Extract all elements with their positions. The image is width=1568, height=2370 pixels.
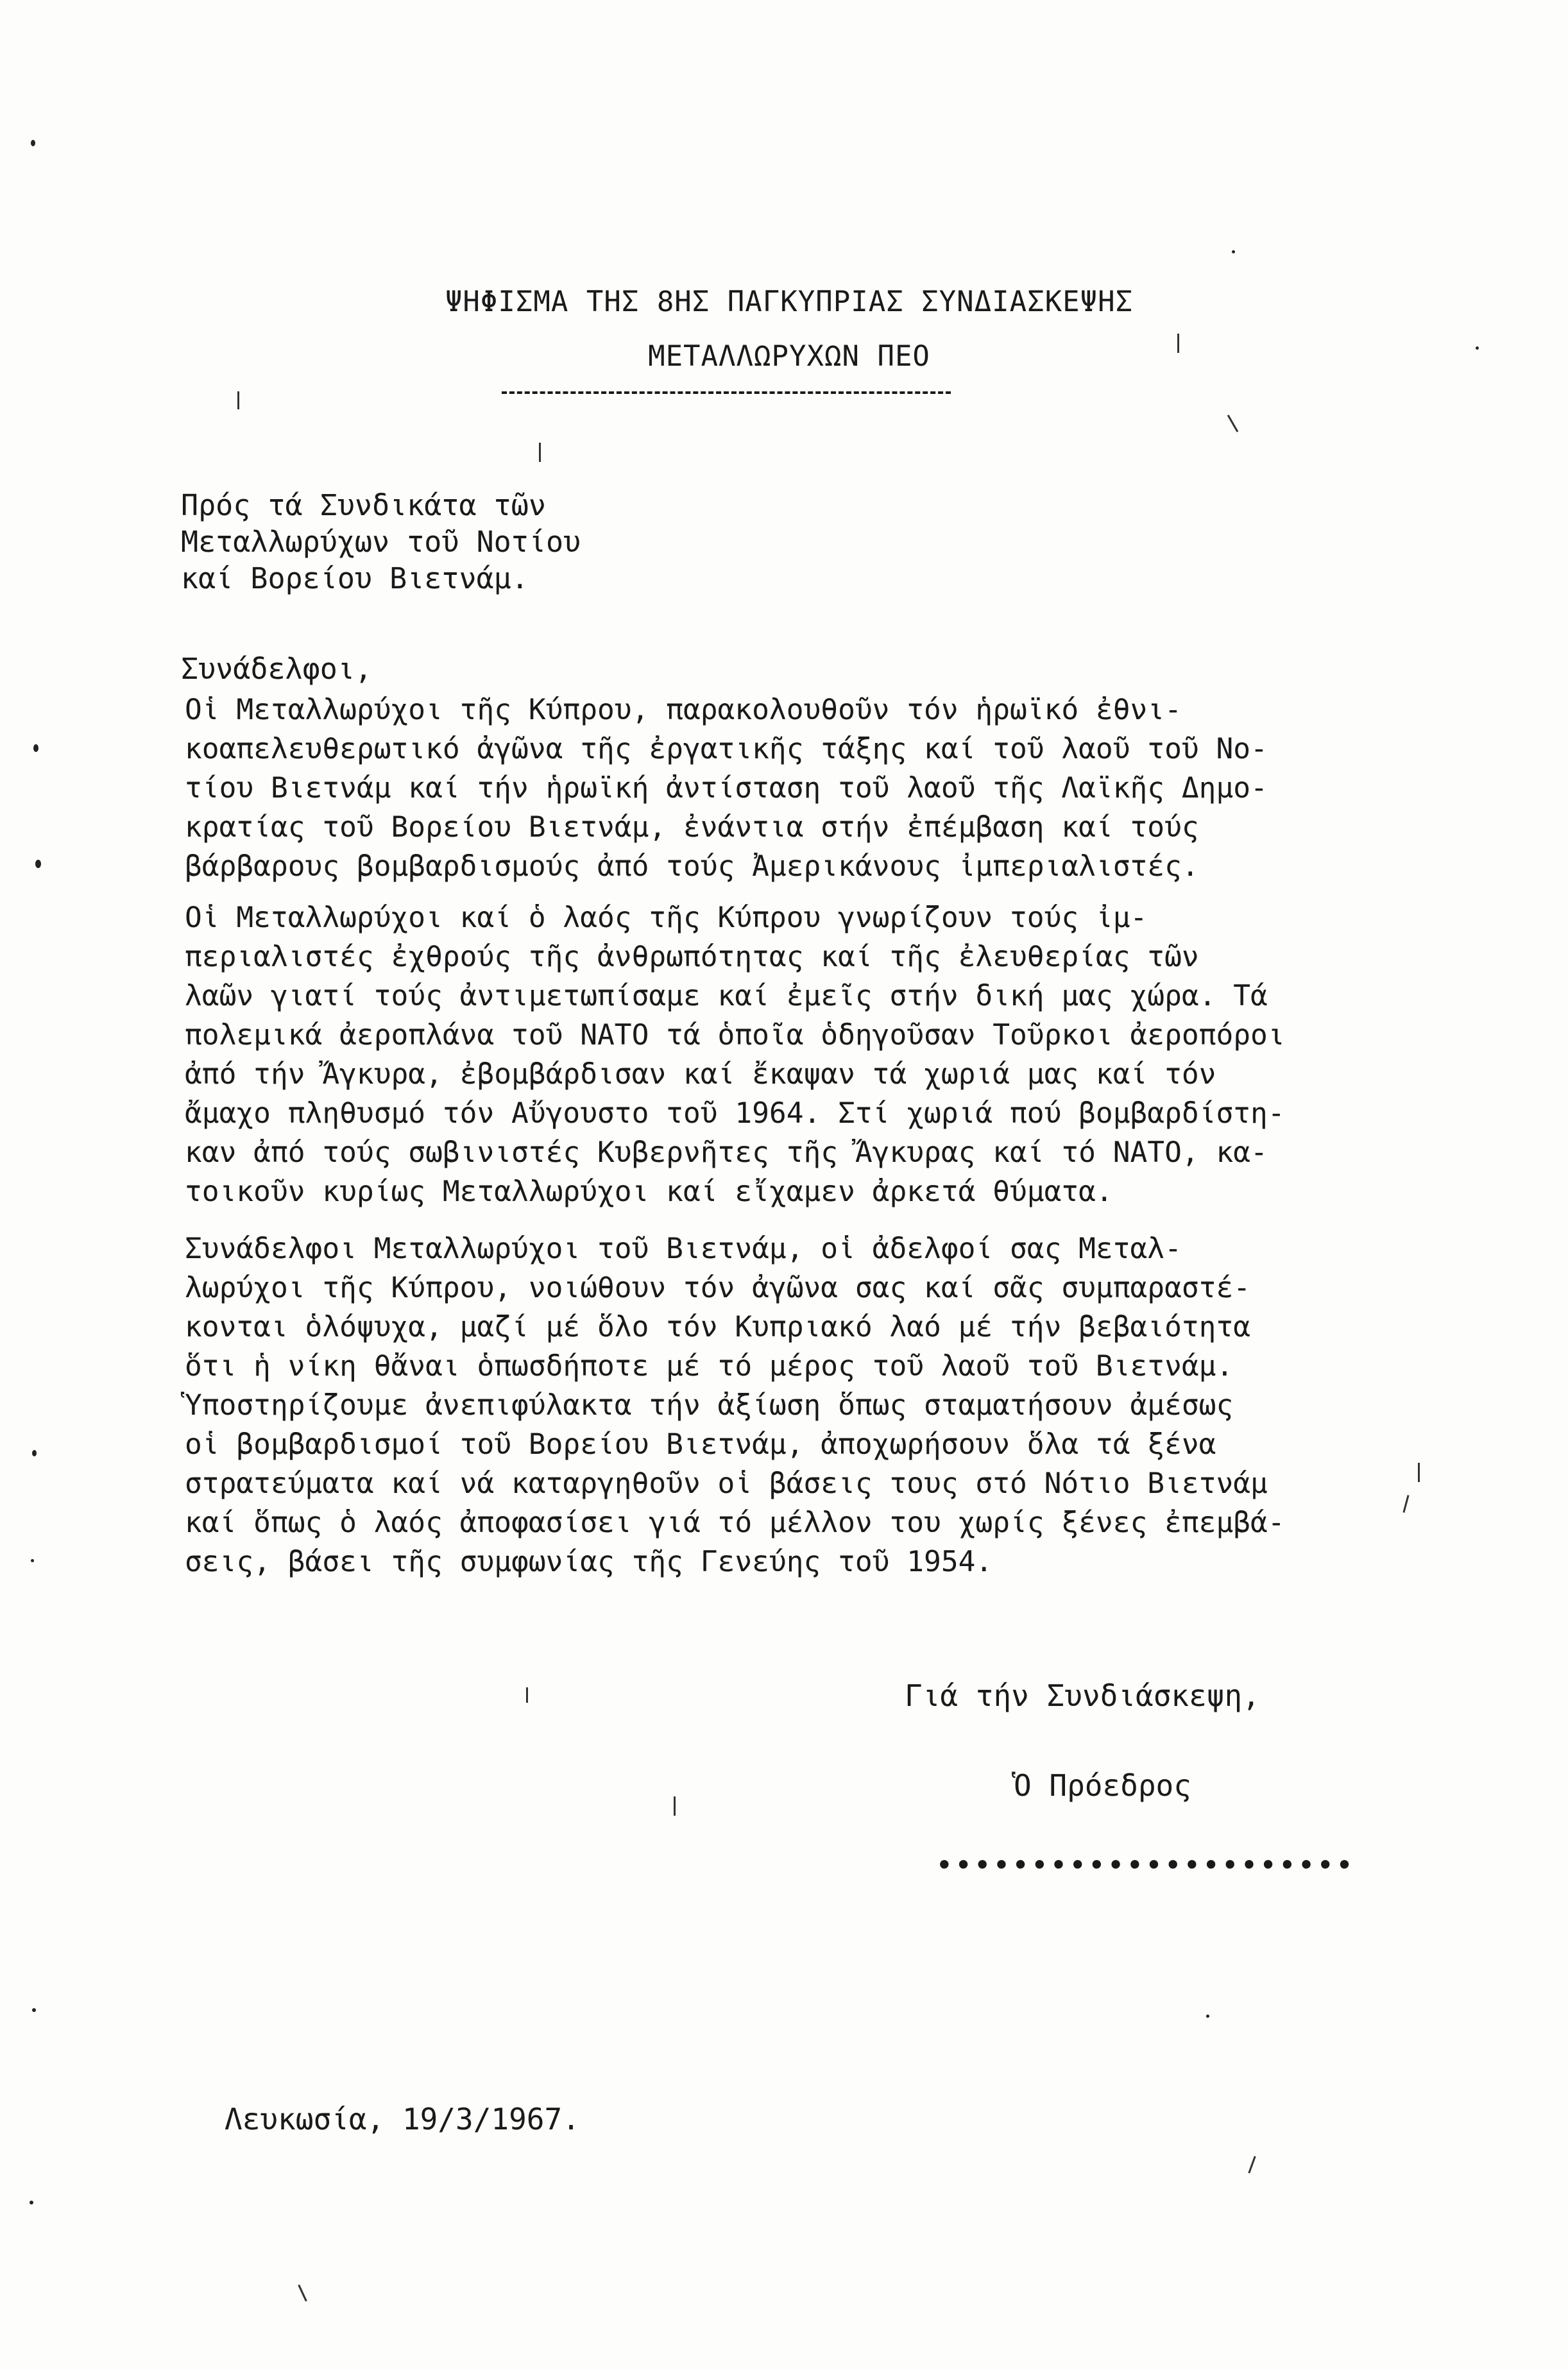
scan-mark <box>1418 1463 1420 1482</box>
scan-speck <box>33 744 38 752</box>
body-line: Οἱ Μεταλλωρύχοι καί ὁ λαός τῆς Κύπρου γνωρίζουν τούς ἰμ- <box>185 901 1148 934</box>
scan-speck <box>31 140 35 146</box>
body-line: λαῶν γιατί τούς ἀντιμετωπίσαμε καί ἐμεῖς στήν δική μας χώρα. Τά <box>185 980 1268 1012</box>
salutation: Συνάδελφοι, <box>181 652 373 686</box>
scan-mark <box>298 2285 307 2302</box>
scan-speck <box>1232 250 1235 253</box>
title-underline <box>502 391 951 394</box>
body-line: τοικοῦν κυρίως Μεταλλωρύχοι καί εἴχαμεν ἀρκετά θύματα. <box>185 1175 1113 1208</box>
signature-role: Ὁ Πρόεδρος <box>1014 1768 1191 1803</box>
body-line: ἄμαχο πληθυσμό τόν Αὔγουστο τοῦ 1964. Στί χωριά πού βομβαρδίστη- <box>185 1097 1285 1130</box>
addressee-line: Μεταλλωρύχων τοῦ Νοτίου <box>181 525 581 559</box>
body-line: λωρύχοι τῆς Κύπρου, νοιώθουν τόν ἀγῶνα σας καί σᾶς συμπαραστέ- <box>185 1272 1251 1304</box>
scan-mark <box>1227 414 1239 432</box>
body-line: ἀπό τήν Ἄγκυρα, ἐβομβάρδισαν καί ἔκαψαν τά χωριά μας καί τόν <box>185 1058 1216 1091</box>
body-line: Οἱ Μεταλλωρύχοι τῆς Κύπρου, παρακολουθοῦν τόν ἡρωϊκό ἐθνι- <box>185 694 1182 726</box>
body-line: τίου Βιετνάμ καί τήν ἡρωϊκή ἀντίσταση τοῦ λαοῦ τῆς Λαϊκῆς Δημο- <box>185 772 1268 805</box>
addressee-line: καί Βορείου Βιετνάμ. <box>181 561 529 595</box>
scan-mark <box>1402 1495 1409 1513</box>
scan-speck <box>32 1450 37 1456</box>
addressee-line: Πρός τά Συνδικάτα τῶν <box>181 488 546 522</box>
body-line: στρατεύματα καί νά καταργηθοῦν οἱ βάσεις τους στό Νότιο Βιετνάμ <box>185 1467 1268 1500</box>
scan-mark <box>674 1796 676 1816</box>
body-line: πολεμικά ἀεροπλάνα τοῦ ΝΑΤΟ τά ὁποῖα ὁδηγοῦσαν Τοῦρκοι ἀεροπόροι <box>185 1019 1285 1052</box>
body-line: κοαπελευθερωτικό ἀγῶνα τῆς ἐργατικῆς τάξης καί τοῦ λαοῦ τοῦ Νο- <box>185 733 1268 765</box>
signature-line: •••••••••••••••••••••• <box>935 1848 1355 1882</box>
document-title: ΨΗΦΙΣΜΑ ΤΗΣ 8ΗΣ ΠΑΓΚΥΠΡΙΑΣ ΣΥΝΔΙΑΣΚΕΨΗΣ <box>445 286 1134 318</box>
body-line: σεις, βάσει τῆς συμφωνίας τῆς Γενεύης τοῦ 1954. <box>185 1546 993 1578</box>
body-line: οἱ βομβαρδισμοί τοῦ Βορείου Βιετνάμ, ἀποχωρήσουν ὅλα τά ξένα <box>185 1428 1216 1461</box>
scan-speck <box>35 860 41 868</box>
body-line: κρατίας τοῦ Βορείου Βιετνάμ, ἐνάντια στήν ἐπέμβαση καί τούς <box>185 811 1199 844</box>
signature-on-behalf: Γιά τήν Συνδιάσκεψη, <box>905 1678 1260 1713</box>
scan-speck <box>30 2201 33 2204</box>
body-line: βάρβαρους βομβαρδισμούς ἀπό τούς Ἀμερικάνους ἰμπεριαλιστές. <box>185 850 1199 883</box>
document-subtitle: ΜΕΤΑΛΛΩΡΥΧΩΝ ΠΕΟ <box>648 340 930 373</box>
scan-mark <box>1248 2156 1256 2173</box>
scan-speck <box>32 2008 36 2012</box>
body-line: καί ὅπως ὁ λαός ἀποφασίσει γιά τό μέλλον του χωρίς ξένες ἐπεμβά- <box>185 1506 1285 1539</box>
scan-mark <box>526 1687 528 1703</box>
scan-mark <box>1177 334 1179 353</box>
scan-speck <box>31 1559 34 1562</box>
scan-speck <box>1476 346 1479 350</box>
body-line: περιαλιστές ἐχθρούς τῆς ἀνθρωπότητας καί τῆς ἐλευθερίας τῶν <box>185 941 1199 973</box>
scan-mark <box>539 443 541 462</box>
body-line: κονται ὁλόψυχα, μαζί μέ ὅλο τόν Κυπριακό λαό μέ τήν βεβαιότητα <box>185 1311 1251 1343</box>
body-line: Συνάδελφοι Μεταλλωρύχοι τοῦ Βιετνάμ, οἱ ἀδελφοί σας Μεταλ- <box>185 1232 1182 1265</box>
place-and-date: Λευκωσία, 19/3/1967. <box>225 2102 580 2136</box>
body-line: Ὑποστηρίζουμε ἀνεπιφύλακτα τήν ἀξίωση ὅπως σταματήσουν ἀμέσως <box>185 1389 1234 1422</box>
scan-speck <box>1206 2015 1209 2018</box>
body-line: ὅτι ἡ νίκη θἄναι ὁπωσδήποτε μέ τό μέρος τοῦ λαοῦ τοῦ Βιετνάμ. <box>185 1350 1234 1383</box>
body-line: καν ἀπό τούς σωβινιστές Κυβερνῆτες τῆς Ἄγκυρας καί τό ΝΑΤΟ, κα- <box>185 1136 1268 1169</box>
scan-mark <box>237 391 239 409</box>
